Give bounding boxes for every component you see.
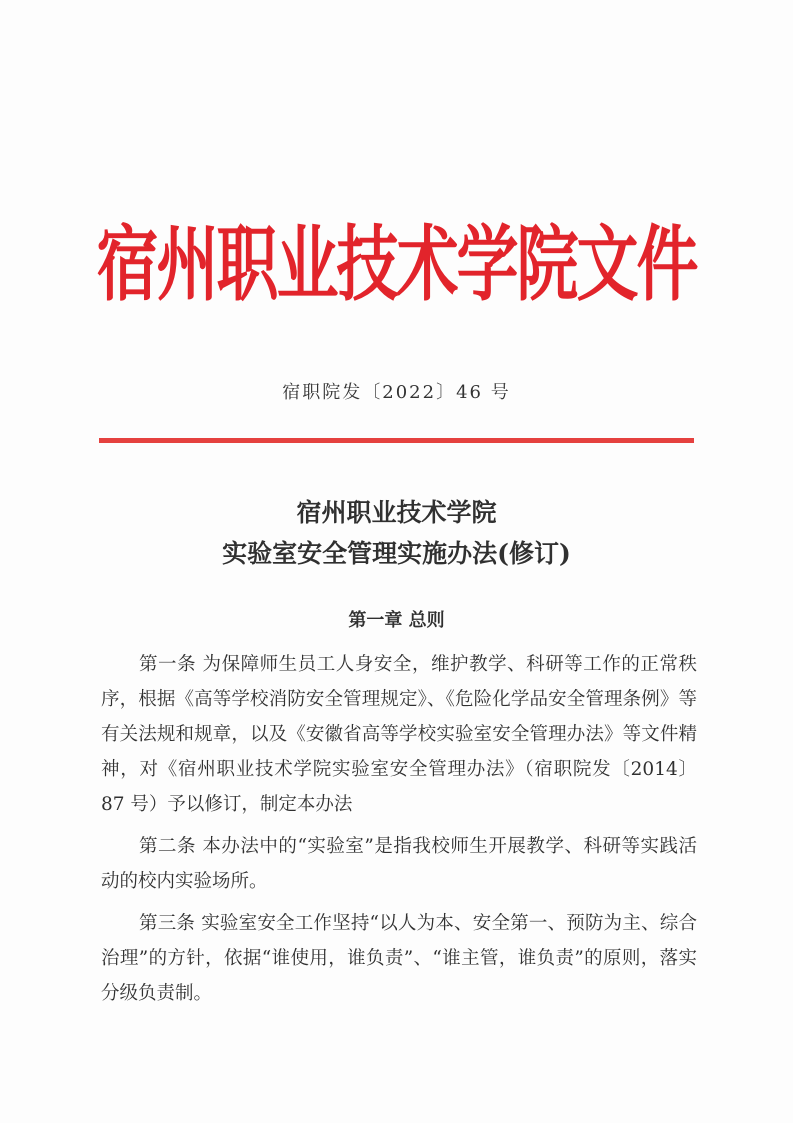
institution-header-title: 宿州职业技术学院文件 [96, 215, 697, 313]
chapter-heading: 第一章 总则 [348, 610, 445, 631]
document-title-line-2: 实验室安全管理实施办法(修订) [222, 539, 571, 568]
document-title-line-1: 宿州职业技术学院 [296, 498, 497, 527]
document-number: 宿职院发〔2022〕46 号 [282, 382, 511, 403]
red-divider-line [99, 438, 694, 443]
document-body [101, 647, 697, 1018]
article-paragraph: 第一条 为保障师生员工人身安全，维护教学、科研等工作的正常秩序，根据《高等学校消防安全管理规定》、《危险化学品安全管理条例》等有关法规和规章，以及《安徽省高等学校实验室安全管理办法》等文件精神，对《宿州职业技术学院实验室安全管理办法》（宿职院发〔2014〕87 号）予以修订，制定本办法 [101, 654, 697, 815]
article-paragraph: 第三条 实验室安全工作坚持“以人为本、安全第一、预防为主、综合治理”的方针，依据“谁使用，谁负责”、“谁主管，谁负责”的原则，落实分级负责制。 [101, 913, 697, 1004]
document-title [0, 492, 793, 574]
article-paragraph: 第二条 本办法中的“实验室”是指我校师生开展教学、科研等实践活动的校内实验场所。 [101, 836, 697, 892]
